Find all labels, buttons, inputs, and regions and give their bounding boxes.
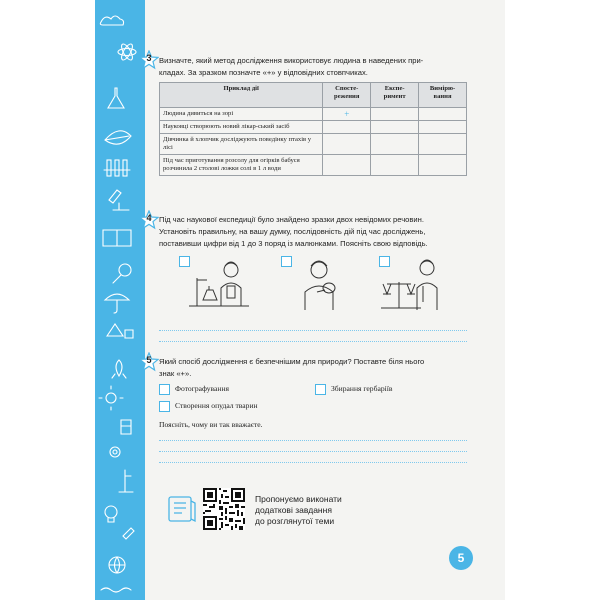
task3-instruction-line1: Визначте, який метод дослідження використовує людина в наведених при- — [159, 56, 424, 65]
option-checkbox-stuffed-animals[interactable] — [159, 401, 170, 412]
table-row — [160, 108, 467, 121]
answer-line[interactable] — [159, 440, 467, 441]
task-number: 5 — [146, 355, 152, 365]
table-row — [160, 155, 467, 176]
page-number: 5 — [449, 546, 473, 570]
table-header-row — [160, 83, 467, 108]
observation-cell[interactable]: + — [323, 108, 371, 121]
task-number-badge — [139, 352, 159, 372]
task-number: 3 — [146, 53, 152, 63]
workbook-icon — [165, 493, 197, 530]
task5-instruction-line2: знак «+». — [159, 369, 192, 378]
extra-tasks-line2: додаткові завдання — [255, 505, 332, 515]
option-label-stuffed-animals: Створення опудал тварин — [175, 401, 258, 410]
task4-instruction-line2: Установіть правильну, на вашу думку, послідовність дій під час досліджень, — [159, 227, 426, 236]
measurement-cell[interactable] — [419, 134, 467, 155]
explain-prompt: Поясніть, чому ви так вважаєте. — [159, 420, 263, 429]
example-cell: Людина дивиться на зорі — [160, 108, 323, 121]
decorative-science-strip — [95, 0, 145, 600]
table-header: Приклад дії — [160, 83, 323, 108]
answer-line[interactable] — [159, 462, 467, 463]
experiment-cell[interactable] — [371, 134, 419, 155]
scientist-observing-illustration — [299, 256, 345, 317]
experiment-cell[interactable] — [371, 121, 419, 134]
measurement-cell[interactable] — [419, 121, 467, 134]
table-header: Вимірю-вання — [419, 83, 467, 108]
experiment-cell[interactable] — [371, 108, 419, 121]
task3-instruction-line2: кладах. За зразком позначте «+» у відповідних стовпчиках. — [159, 68, 368, 77]
table-header: Спосте-режения — [323, 83, 371, 108]
task-number-badge — [139, 210, 159, 230]
task-number-badge — [139, 50, 159, 70]
example-cell: Науковці створюють новий лікар-ський засіб — [160, 121, 323, 134]
option-checkbox-photography[interactable] — [159, 384, 170, 395]
task4-instruction-line3: поставивши цифри від 1 до 3 поряд із малюнками. Поясніть свою відповідь. — [159, 239, 428, 248]
task-number: 4 — [146, 213, 152, 223]
observation-cell[interactable] — [323, 121, 371, 134]
observation-cell[interactable] — [323, 134, 371, 155]
workbook-page — [95, 0, 505, 600]
scientist-heating-illustration — [187, 256, 251, 317]
scientist-weighing-illustration — [379, 256, 445, 317]
example-cell: Дівчинка й хлопчик досліджують поведінку птахів у лісі — [160, 134, 323, 155]
table-header: Експе-римент — [371, 83, 419, 108]
table-row — [160, 121, 467, 134]
experiment-cell[interactable] — [371, 155, 419, 176]
qr-code[interactable] — [203, 488, 245, 530]
answer-line[interactable] — [159, 341, 467, 342]
option-checkbox-herbarium[interactable] — [315, 384, 326, 395]
methods-table — [159, 82, 467, 176]
example-cell: Під час приготування розсолу для огірків бабуся розчинила 2 столові ложки солі в 1 л води — [160, 155, 323, 176]
observation-cell[interactable] — [323, 155, 371, 176]
measurement-cell[interactable] — [419, 155, 467, 176]
task5-instruction-line1: Який спосіб дослідження є безпечнішим для природи? Поставте біля нього — [159, 357, 425, 366]
task4-instruction-line1: Під час наукової експедиції було знайдено зразки двох невідомих речовин. — [159, 215, 424, 224]
answer-line[interactable] — [159, 451, 467, 452]
measurement-cell[interactable] — [419, 108, 467, 121]
order-checkbox-2[interactable] — [281, 256, 292, 267]
answer-line[interactable] — [159, 330, 467, 331]
table-row — [160, 134, 467, 155]
extra-tasks-line3: до розглянутої теми — [255, 516, 335, 526]
option-label-herbarium: Збирання гербаріїв — [331, 384, 393, 393]
option-label-photography: Фотографування — [175, 384, 229, 393]
extra-tasks-line1: Пропонуємо виконати — [255, 494, 342, 504]
